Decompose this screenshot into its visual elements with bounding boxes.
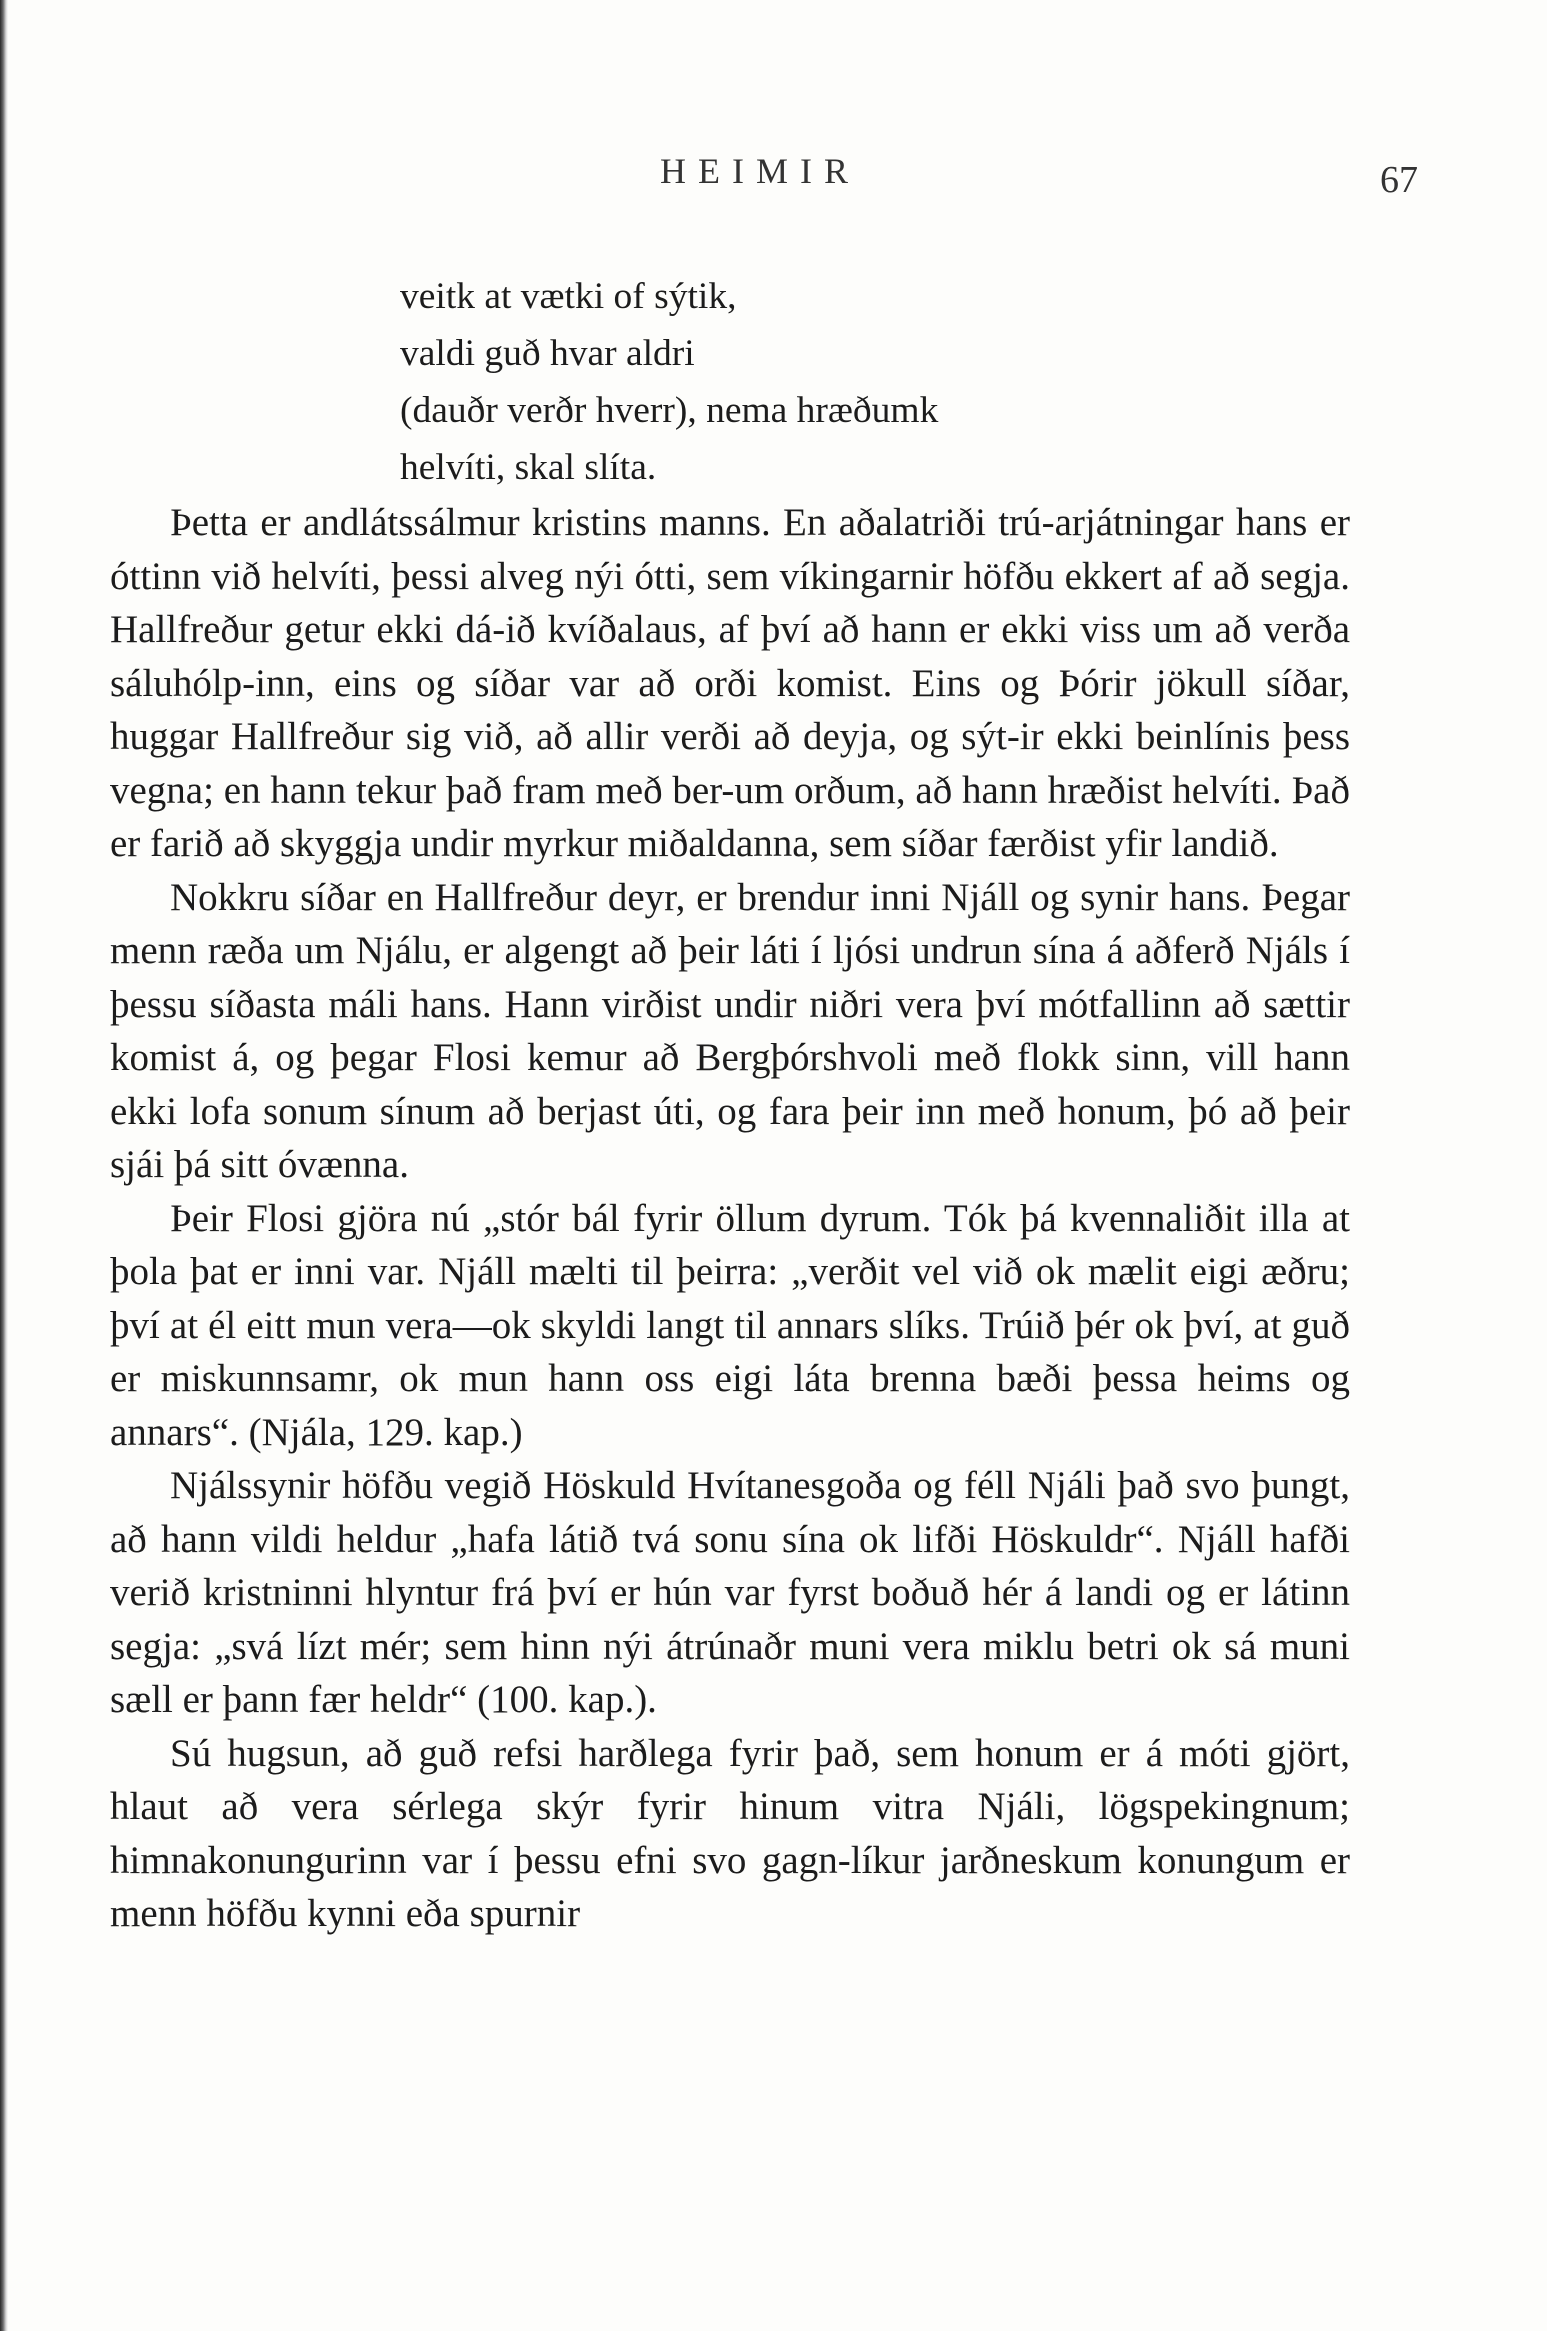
page-number: 67 [1380,159,1418,201]
page-header [0,150,1547,210]
running-title: HEIMIR [660,151,860,191]
paragraph: Sú hugsun, að guð refsi harðlega fyrir það, sem honum er á móti gjört, hlaut að vera sérlega skýr fyrir hinum vitra Njáli, lögspekingnum; himnakonungurinn var í þessu efni svo gagn-líkur jarðneskum konungum er menn höfðu kynni eða spurnir [110,1731,1350,1935]
paragraph: Þeir Flosi gjöra nú „stór bál fyrir öllum dyrum. Tók þá kvennaliðit illa at þola þat er inni var. Njáll mælti til þeirra: „verðit vel við ok mælit eigi æðru; því at él eitt mun vera—ok skyldi langt til annars slíks. Trúið þér ok því, at guð er miskunnsamr, ok mun hann oss eigi láta brenna bæði þessa heims og annars“. (Njála, 129. kap.) [110,1196,1350,1454]
verse-line: (dauðr verðr hverr), nema hræðumk [400,390,939,431]
verse-line: valdi guð hvar aldri [400,333,695,374]
paragraph: Þetta er andlátssálmur kristins manns. En aðalatriði trú-arjátningar hans er óttinn við helvíti, þessi alveg nýi ótti, sem víkingarnir höfðu ekkert af að segja. Hallfreður getur ekki dá-ið kvíðalaus, af því að hann er ekki viss um að verða sáluhólp-inn, eins og síðar var að orði komist. Eins og Þórir jökull síðar, huggar Hallfreður sig við, að allir verði að deyja, og sýt-ir ekki beinlínis þess vegna; en hann tekur það fram með ber-um orðum, að hann hræðist helvíti. Það er farið að skyggja undir myrkur miðaldanna, sem síðar færðist yfir landið. [110,501,1350,865]
paragraph: Nokkru síðar en Hallfreður deyr, er brendur inni Njáll og synir hans. Þegar menn ræða um Njálu, er algengt að þeir láti í ljósi undrun sína á aðferð Njáls í þessu síðasta máli hans. Hann virðist undir niðri vera því mótfallinn að sættir komist á, og þegar Flosi kemur að Bergþórshvoli með flokk sinn, vill hann ekki lofa sonum sínum að berjast úti, og fara þeir inn með honum, þó að þeir sjái þá sitt óvænna. [110,875,1350,1186]
prose [110,496,1350,1941]
paragraph: Njálssynir höfðu vegið Höskuld Hvítanesgoða og féll Njáli það svo þungt, að hann vildi heldur „hafa látið tvá sonu sína ok lifði Höskuldr“. Njáll hafði verið kristninni hlyntur frá því er hún var fyrst boðuð hér á landi og er látinn segja: „svá lízt mér; sem hinn nýi átrúnaðr muni vera miklu betri ok sá muni sæll er þann fær heldr“ (100. kap.). [110,1464,1350,1721]
verse-line: helvíti, skal slíta. [400,447,657,488]
page-binding-edge [0,0,8,2331]
body-text [110,268,1350,1941]
verse-stanza [400,268,1350,496]
verse-line: veitk at vætki of sýtik, [400,276,737,317]
